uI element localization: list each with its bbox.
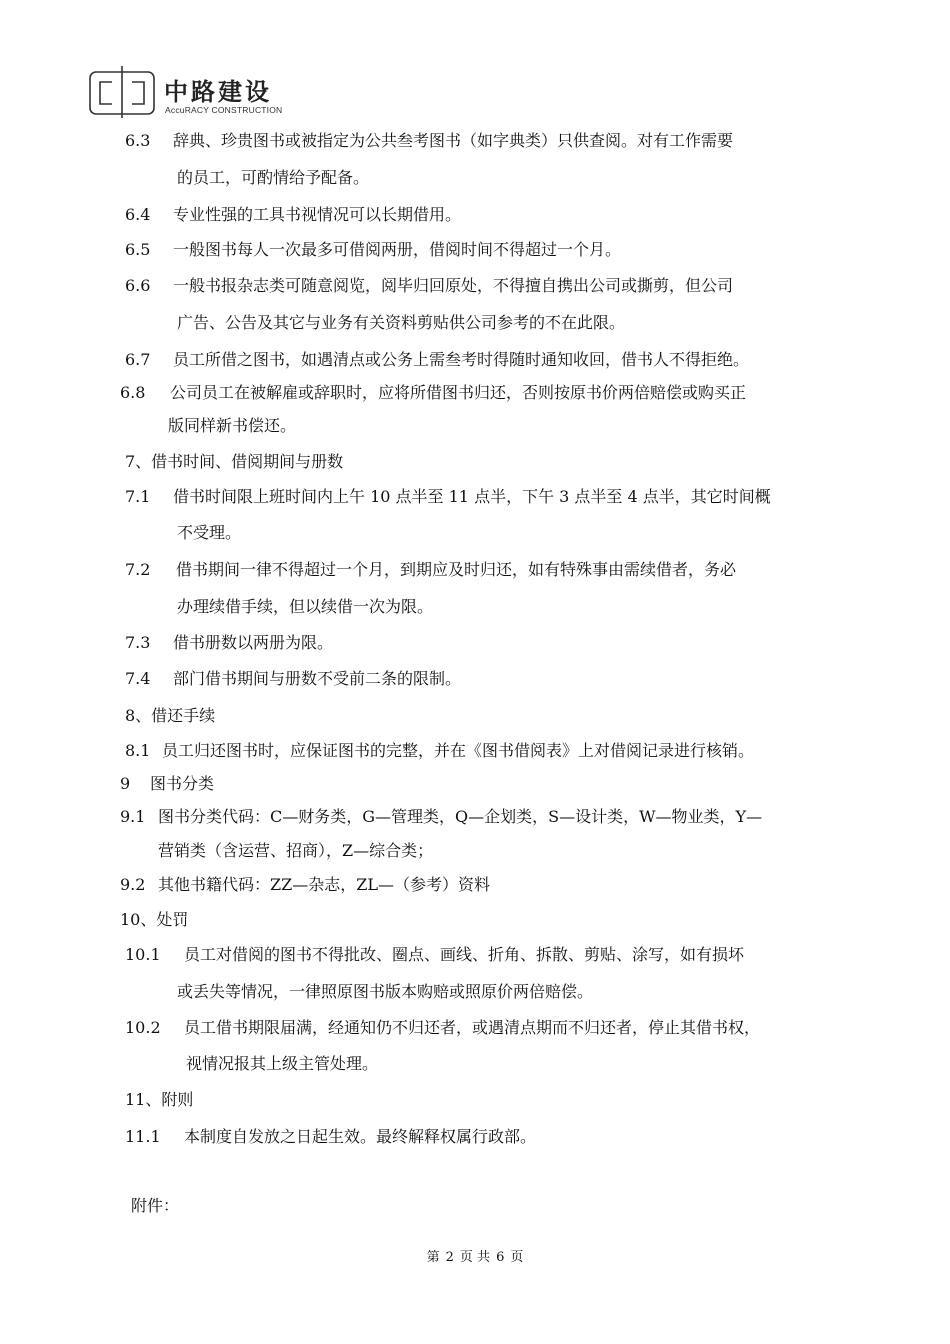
section-heading-7: 7、借书时间、借阅期间与册数 <box>125 452 344 471</box>
clause-text: 辞典、珍贵图书或被指定为公共叁考图书（如字典类）只供查阅。对有工作需要 <box>173 131 734 150</box>
logo-company-name: 中路建设 <box>164 78 272 106</box>
clause-6-6 <box>125 275 733 297</box>
clause-text: 员工归还图书时，应保证图书的完整，并在《图书借阅表》上对借阅记录进行核销。 <box>162 741 755 760</box>
clause-text: 借书期间一律不得超过一个月，到期应及时归还，如有特殊事由需续借者，务必 <box>176 560 737 579</box>
clause-text: 其他书籍代码：ZZ—杂志，ZL—（参考）资料 <box>158 875 490 894</box>
clause-text: 员工所借之图书，如遇清点或公务上需叁考时得随时通知收回，借书人不得拒绝。 <box>173 350 750 369</box>
clause-number: 10.1 <box>125 945 161 964</box>
clause-7-1 <box>125 486 771 508</box>
clause-continuation: 的员工，可酌情给予配备。 <box>177 168 370 187</box>
clause-6-3 <box>125 130 733 152</box>
clause-number: 6.7 <box>125 350 151 369</box>
logo-mark-icon <box>88 66 158 118</box>
clause-text: 借书时间限上班时间内上午 10 点半至 11 点半，下午 3 点半至 4 点半，其它时间概 <box>173 487 771 506</box>
clause-number: 7.2 <box>125 560 151 579</box>
clause-number: 7.3 <box>125 633 151 652</box>
clause-number: 6.6 <box>125 276 151 295</box>
clause-6-4 <box>125 204 461 226</box>
clause-text: 一般图书每人一次最多可借阅两册，借阅时间不得超过一个月。 <box>173 240 622 259</box>
clause-9-1 <box>120 806 762 828</box>
clause-text: 借书册数以两册为限。 <box>173 633 334 652</box>
clause-7-2 <box>125 559 736 581</box>
section-heading-10: 10、处罚 <box>120 910 189 929</box>
clause-6-7 <box>125 349 749 371</box>
clause-7-3 <box>125 632 333 654</box>
clause-text: 公司员工在被解雇或辞职时，应将所借图书归还，否则按原书价两倍赔偿或购买正 <box>170 383 747 402</box>
clause-text: 部门借书期间与册数不受前二条的限制。 <box>173 669 462 688</box>
clause-text: 专业性强的工具书视情况可以长期借用。 <box>173 205 462 224</box>
clause-number: 9 <box>120 774 131 793</box>
page-mid: 页 共 <box>459 1250 491 1265</box>
page-suffix: 页 <box>510 1250 524 1265</box>
clause-number: 7.1 <box>125 487 151 506</box>
logo-company-name-en: AccuRACY CONSTRUCTION <box>165 105 283 115</box>
company-logo <box>88 66 288 120</box>
clause-11-1 <box>125 1126 536 1148</box>
clause-text: 员工借书期限届满，经通知仍不归还者，或遇清点期而不归还者，停止其借书权， <box>184 1018 761 1037</box>
clause-10-2 <box>125 1017 760 1039</box>
clause-7-4 <box>125 668 461 690</box>
attachment-label: 附件： <box>131 1196 180 1215</box>
clause-6-8 <box>120 382 746 404</box>
clause-number: 6.4 <box>125 205 151 224</box>
clause-number: 6.8 <box>120 383 146 402</box>
section-heading-8: 8、借还手续 <box>125 706 216 725</box>
clause-continuation: 不受理。 <box>177 523 242 542</box>
clause-9-2 <box>120 874 490 896</box>
clause-continuation: 或丢失等情况，一律照原图书版本购赔或照原价两倍赔偿。 <box>177 982 594 1001</box>
clause-number: 7.4 <box>125 669 151 688</box>
clause-number: 8.1 <box>125 741 151 760</box>
clause-text: 本制度自发放之日起生效。最终解释权属行政部。 <box>184 1127 537 1146</box>
clause-number: 9.2 <box>120 875 146 894</box>
section-heading-9 <box>120 773 214 795</box>
section-heading-11: 11、附则 <box>125 1090 194 1109</box>
clause-text: 图书分类 <box>150 774 215 793</box>
total-pages: 6 <box>496 1250 505 1265</box>
page-number-footer <box>0 1246 950 1265</box>
page-prefix: 第 <box>426 1250 440 1265</box>
clause-10-1 <box>125 944 744 966</box>
clause-6-5 <box>125 239 621 261</box>
clause-text: 员工对借阅的图书不得批改、圈点、画线、折角、拆散、剪贴、涂写，如有损坏 <box>184 945 745 964</box>
clause-continuation: 版同样新书偿还。 <box>168 416 297 435</box>
clause-number: 6.5 <box>125 240 151 259</box>
clause-number: 10.2 <box>125 1018 161 1037</box>
clause-number: 6.3 <box>125 131 151 150</box>
clause-continuation: 营销类（含运营、招商），Z—综合类； <box>158 841 434 860</box>
clause-text: 图书分类代码：C—财务类，G—管理类，Q—企划类，S—设计类，W—物业类，Y— <box>158 807 763 826</box>
clause-text: 一般书报杂志类可随意阅览，阅毕归回原处，不得擅自携出公司或撕剪，但公司 <box>173 276 734 295</box>
clause-8-1 <box>125 740 754 762</box>
clause-number: 9.1 <box>120 807 146 826</box>
clause-continuation: 视情况报其上级主管处理。 <box>186 1054 379 1073</box>
clause-number: 11.1 <box>125 1127 161 1146</box>
clause-continuation: 办理续借手续，但以续借一次为限。 <box>177 597 434 616</box>
clause-continuation: 广告、公告及其它与业务有关资料剪贴供公司参考的不在此限。 <box>177 313 626 332</box>
current-page: 2 <box>445 1250 454 1265</box>
